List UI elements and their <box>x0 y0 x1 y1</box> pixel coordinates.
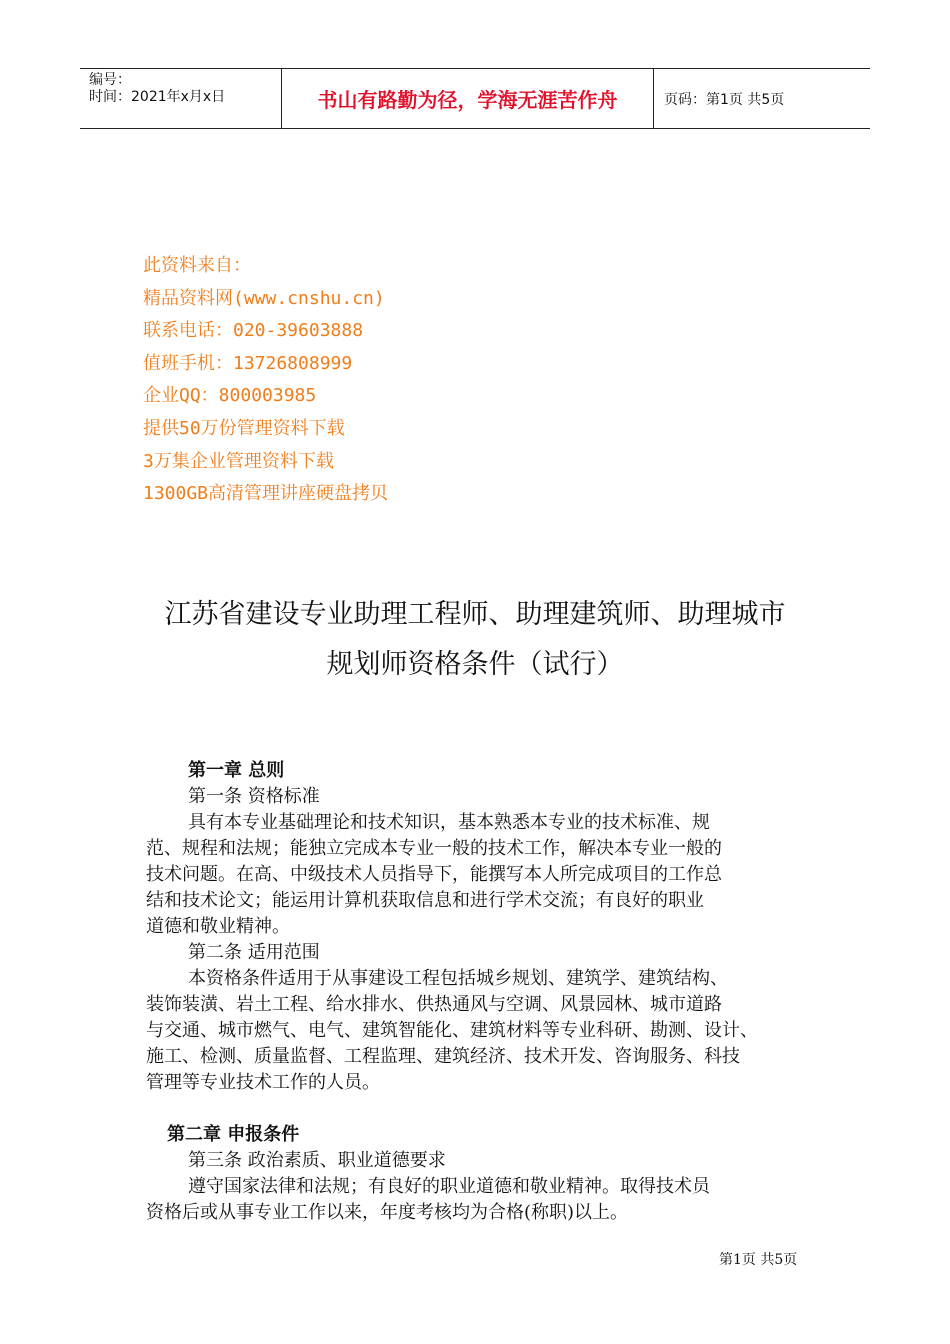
title-line-2: 规划师资格条件（试行） <box>326 649 624 680</box>
spacer <box>146 1096 811 1122</box>
time-label: 时间：2021年x月x日 <box>89 89 226 105</box>
chapter-heading: 第一章 总则 <box>188 760 285 781</box>
promo-line: 此资料来自： <box>143 255 251 276</box>
paragraph-line: 具有本专业基础理论和技术知识，基本熟悉本专业的技术标准、规 <box>188 812 710 833</box>
promo-block <box>143 250 388 511</box>
paragraph-line: 管理等专业技术工作的人员。 <box>146 1072 380 1093</box>
article-heading: 第二条 适用范围 <box>188 942 320 963</box>
promo-line: 精品资料网(www.cnshu.cn) <box>143 287 385 309</box>
paragraph-line: 与交通、城市燃气、电气、建筑智能化、建筑材料等专业科研、勘测、设计、 <box>146 1020 758 1041</box>
page-footer: 第1页 共5页 <box>719 1252 798 1268</box>
paragraph-line: 资格后或从事专业工作以来，年度考核均为合格(称职)以上。 <box>146 1202 629 1223</box>
document-title <box>100 590 850 690</box>
document-body <box>146 758 811 1226</box>
paragraph-line: 技术问题。在高、中级技术人员指导下，能撰写本人所完成项目的工作总 <box>146 864 722 885</box>
title-line-1: 江苏省建设专业助理工程师、助理建筑师、助理城市 <box>164 599 786 630</box>
promo-line: 值班手机：13726808999 <box>143 352 353 374</box>
paragraph-line: 遵守国家法律和法规；有良好的职业道德和敬业精神。取得技术员 <box>188 1176 710 1197</box>
paragraph-line: 结和技术论文；能运用计算机获取信息和进行学术交流；有良好的职业 <box>146 890 704 911</box>
paragraph-line: 范、规程和法规；能独立完成本专业一般的技术工作，解决本专业一般的 <box>146 838 722 859</box>
chapter-heading: 第二章 申报条件 <box>167 1124 300 1145</box>
promo-line: 企业QQ：800003985 <box>143 385 317 407</box>
article-heading: 第一条 资格标准 <box>188 786 320 807</box>
promo-line: 联系电话：020-39603888 <box>143 320 364 342</box>
promo-line: 3万集企业管理资料下载 <box>143 450 334 472</box>
paragraph-line: 本资格条件适用于从事建设工程包括城乡规划、建筑学、建筑结构、 <box>188 968 728 989</box>
paragraph-line: 施工、检测、质量监督、工程监理、建筑经济、技术开发、咨询服务、科技 <box>146 1046 740 1067</box>
promo-line: 1300GB高清管理讲座硬盘拷贝 <box>143 483 389 505</box>
header-info <box>80 69 282 128</box>
header-page-label: 页码：第1页 共5页 <box>664 91 785 108</box>
number-label: 编号： <box>89 72 131 88</box>
promo-line: 提供50万份管理资料下载 <box>143 417 345 439</box>
article-heading: 第三条 政治素质、职业道德要求 <box>188 1150 446 1171</box>
paragraph-line: 道德和敬业精神。 <box>146 916 290 937</box>
paragraph-line: 装饰装潢、岩土工程、给水排水、供热通风与空调、风景园林、城市道路 <box>146 994 722 1015</box>
page-header <box>80 68 870 129</box>
header-motto: 书山有路勤为径，学海无涯苦作舟 <box>282 69 654 128</box>
